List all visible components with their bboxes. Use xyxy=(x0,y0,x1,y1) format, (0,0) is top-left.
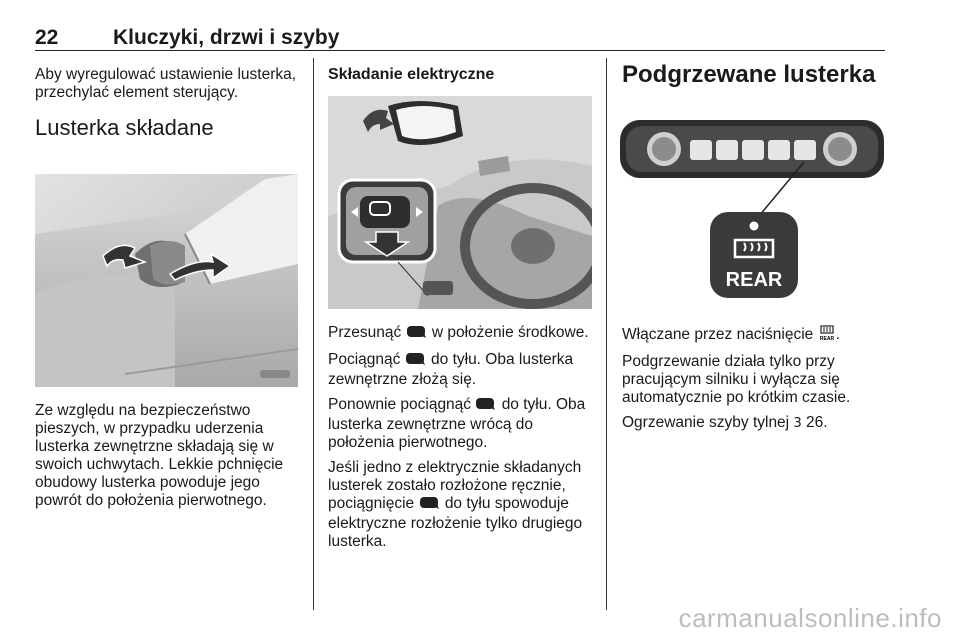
electric-step-2 xyxy=(328,351,598,389)
svg-text:REAR: REAR xyxy=(819,336,834,341)
step-3-text-b: do tyłu. Oba lusterka zewnętrzne wrócą do położenia pierwotnego. xyxy=(328,396,586,451)
rear-defrost-icon xyxy=(818,325,836,346)
rear-button-label: REAR xyxy=(725,269,783,291)
step-4-text-a: Jeśli jedno z elektrycznie składanych lusterek zostało rozłożone ręcznie, pociągnięcie xyxy=(328,459,582,512)
column-divider-1 xyxy=(313,58,314,610)
mirror-switch-icon xyxy=(406,325,428,344)
section-heading-electric: Składanie elektryczne xyxy=(328,66,495,83)
electric-step-3 xyxy=(328,396,598,452)
mirror-switch-icon xyxy=(419,496,441,515)
column-2-head xyxy=(328,66,598,84)
page-ref-arrow-icon: 3 xyxy=(793,416,802,431)
heated-text-2: Podgrzewanie działa tylko przy pracującym silniku i wyłącza się automatycznie po krótkim czasie. xyxy=(622,353,851,406)
electric-folding-figure xyxy=(328,96,592,309)
electric-step-1 xyxy=(328,324,598,344)
page-ref-link[interactable]: 26. xyxy=(806,414,828,431)
column-1-body xyxy=(35,402,305,517)
section-heading-heated: Podgrzewane lusterka xyxy=(622,61,876,88)
step-1-text-b: w położenie środkowe. xyxy=(431,324,589,341)
electric-step-4 xyxy=(328,459,598,551)
page-number: 22 xyxy=(35,26,59,49)
heated-text-1a: Włączane przez naciśnięcie xyxy=(622,326,814,343)
step-4-text-b: do tyłu spowoduje elektryczne rozłożenie tylko drugiego lusterka. xyxy=(328,495,583,550)
section-heading-folding: Lusterka składane xyxy=(35,115,214,140)
mirror-switch-icon xyxy=(475,397,497,416)
watermark: carmanualsonline.info xyxy=(678,603,942,633)
heated-text-3 xyxy=(622,414,892,433)
column-3-head xyxy=(622,61,892,88)
heated-mirror-figure xyxy=(620,118,884,308)
heated-text-1: Włączane przez naciśnięcie REAR . xyxy=(622,325,892,346)
intro-text: Aby wyregulować ustawienie lusterka, przechylać element sterujący. xyxy=(35,66,297,101)
folding-body-text: Ze względu na bezpieczeństwo pieszych, w przypadku uderzenia lusterka zewnętrzne składają się w swoich uchwytach. Lekkie pchnięcie obudowy lusterka powoduje jego powrót do położenia pierwotnego. xyxy=(35,402,284,509)
step-2-text-a: Pociągnąć xyxy=(328,351,401,368)
column-1 xyxy=(35,66,300,140)
column-divider-2 xyxy=(606,58,607,610)
page-header xyxy=(35,26,885,51)
step-3-text-a: Ponownie pociągnąć xyxy=(328,396,472,413)
mirror-folding-figure xyxy=(35,174,298,387)
chapter-title: Kluczyki, drzwi i szyby xyxy=(113,26,340,49)
mirror-switch-icon xyxy=(405,352,427,371)
step-1-text-a: Przesunąć xyxy=(328,324,402,341)
step-2-text-b: do tyłu. Oba lusterka zewnętrzne złożą się. xyxy=(328,351,574,388)
column-2-body xyxy=(328,324,598,558)
column-3-body xyxy=(622,325,892,440)
rear-window-text: Ogrzewanie szyby tylnej xyxy=(622,414,790,431)
